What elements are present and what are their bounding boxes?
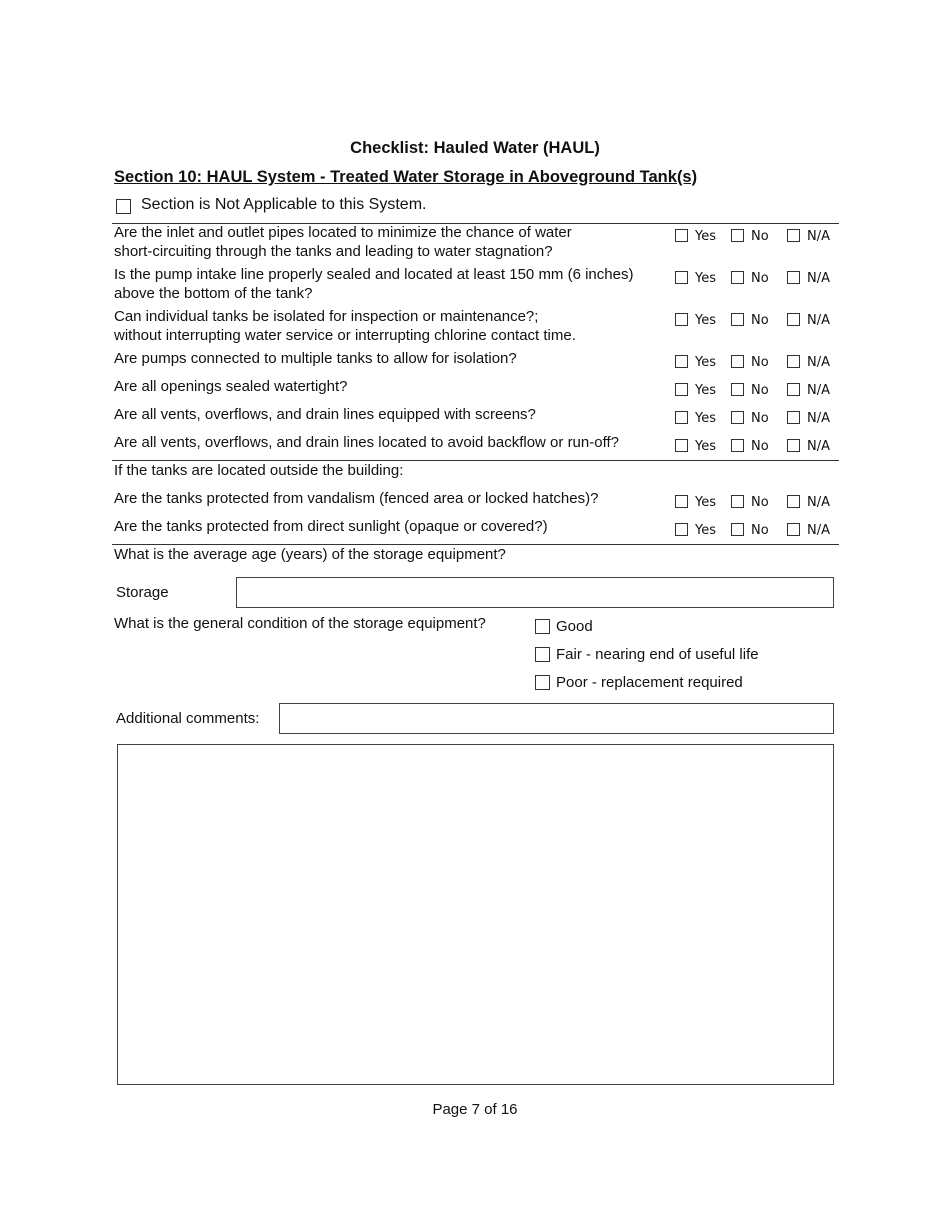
question-text: short-circuiting through the tanks and leading to water stagnation? bbox=[114, 243, 553, 260]
yes-label: Yes bbox=[695, 411, 716, 426]
storage-age-field[interactable] bbox=[236, 577, 834, 608]
yes-label: Yes bbox=[695, 271, 716, 286]
no-label: No bbox=[751, 313, 769, 328]
question-text: Are all vents, overflows, and drain lines equipped with screens? bbox=[114, 406, 536, 423]
no-option[interactable] bbox=[731, 523, 769, 538]
yes-label: Yes bbox=[695, 495, 716, 510]
no-option[interactable] bbox=[731, 229, 769, 244]
outside-question-2 bbox=[114, 517, 669, 536]
yes-option[interactable] bbox=[675, 439, 716, 454]
no-checkbox[interactable] bbox=[731, 229, 744, 242]
na-option[interactable] bbox=[787, 495, 830, 510]
no-checkbox[interactable] bbox=[731, 411, 744, 424]
na-checkbox[interactable] bbox=[787, 495, 800, 508]
yes-label: Yes bbox=[695, 229, 716, 244]
yes-checkbox[interactable] bbox=[675, 229, 688, 242]
no-checkbox[interactable] bbox=[731, 355, 744, 368]
question-2 bbox=[114, 265, 669, 303]
no-label: No bbox=[751, 383, 769, 398]
section-title: Section 10: HAUL System - Treated Water Storage in Aboveground Tank(s) bbox=[114, 168, 698, 186]
no-label: No bbox=[751, 229, 769, 244]
no-option[interactable] bbox=[731, 271, 769, 286]
no-option[interactable] bbox=[731, 411, 769, 426]
yes-option[interactable] bbox=[675, 495, 716, 510]
yes-label: Yes bbox=[695, 313, 716, 328]
na-checkbox[interactable] bbox=[787, 229, 800, 242]
na-option[interactable] bbox=[787, 271, 830, 286]
yes-checkbox[interactable] bbox=[675, 439, 688, 452]
no-checkbox[interactable] bbox=[731, 271, 744, 284]
no-option[interactable] bbox=[731, 355, 769, 370]
na-label: N/A bbox=[807, 271, 830, 286]
condition-poor-checkbox[interactable] bbox=[535, 675, 550, 690]
no-checkbox[interactable] bbox=[731, 383, 744, 396]
condition-option-fair[interactable] bbox=[535, 646, 759, 663]
question-text: without interrupting water service or interrupting chlorine contact time. bbox=[114, 327, 576, 344]
yes-option[interactable] bbox=[675, 313, 716, 328]
na-checkbox[interactable] bbox=[787, 439, 800, 452]
no-option[interactable] bbox=[731, 439, 769, 454]
yes-checkbox[interactable] bbox=[675, 355, 688, 368]
no-label: No bbox=[751, 495, 769, 510]
page-title: Checklist: Hauled Water (HAUL) bbox=[350, 139, 600, 157]
yes-checkbox[interactable] bbox=[675, 271, 688, 284]
no-checkbox[interactable] bbox=[731, 313, 744, 326]
condition-question: What is the general condition of the storage equipment? bbox=[114, 615, 486, 632]
yes-option[interactable] bbox=[675, 411, 716, 426]
yes-label: Yes bbox=[695, 383, 716, 398]
na-label: N/A bbox=[807, 439, 830, 454]
yes-checkbox[interactable] bbox=[675, 313, 688, 326]
yes-checkbox[interactable] bbox=[675, 383, 688, 396]
section-not-applicable-checkbox[interactable] bbox=[116, 199, 131, 214]
question-text: Are pumps connected to multiple tanks to allow for isolation? bbox=[114, 350, 517, 367]
outside-heading: If the tanks are located outside the building: bbox=[114, 462, 404, 479]
no-label: No bbox=[751, 355, 769, 370]
question-text: Are the inlet and outlet pipes located to minimize the chance of water bbox=[114, 224, 572, 241]
na-label: N/A bbox=[807, 411, 830, 426]
condition-poor-label: Poor - replacement required bbox=[556, 674, 743, 691]
yes-option[interactable] bbox=[675, 523, 716, 538]
yes-checkbox[interactable] bbox=[675, 411, 688, 424]
section-not-applicable-row bbox=[116, 196, 426, 214]
no-checkbox[interactable] bbox=[731, 495, 744, 508]
no-label: No bbox=[751, 523, 769, 538]
yes-checkbox[interactable] bbox=[675, 523, 688, 536]
yes-label: Yes bbox=[695, 355, 716, 370]
condition-good-label: Good bbox=[556, 618, 593, 635]
question-text: Are all openings sealed watertight? bbox=[114, 378, 348, 395]
condition-option-good[interactable] bbox=[535, 618, 593, 635]
question-text: Are the tanks protected from direct sunlight (opaque or covered?) bbox=[114, 518, 548, 535]
no-checkbox[interactable] bbox=[731, 439, 744, 452]
no-option[interactable] bbox=[731, 495, 769, 510]
na-label: N/A bbox=[807, 383, 830, 398]
yes-option[interactable] bbox=[675, 383, 716, 398]
outside-question-1 bbox=[114, 489, 669, 508]
no-label: No bbox=[751, 411, 769, 426]
no-checkbox[interactable] bbox=[731, 523, 744, 536]
condition-fair-label: Fair - nearing end of useful life bbox=[556, 646, 759, 663]
na-checkbox[interactable] bbox=[787, 313, 800, 326]
yes-checkbox[interactable] bbox=[675, 495, 688, 508]
question-4 bbox=[114, 349, 669, 368]
storage-label: Storage bbox=[116, 584, 169, 601]
question-1 bbox=[114, 223, 669, 261]
na-label: N/A bbox=[807, 495, 830, 510]
question-3 bbox=[114, 307, 669, 345]
yes-option[interactable] bbox=[675, 229, 716, 244]
na-option[interactable] bbox=[787, 229, 830, 244]
na-checkbox[interactable] bbox=[787, 355, 800, 368]
na-label: N/A bbox=[807, 355, 830, 370]
page-number: Page 7 of 16 bbox=[432, 1101, 518, 1118]
condition-good-checkbox[interactable] bbox=[535, 619, 550, 634]
na-checkbox[interactable] bbox=[787, 271, 800, 284]
question-text: Are the tanks protected from vandalism (fenced area or locked hatches)? bbox=[114, 490, 599, 507]
question-5 bbox=[114, 377, 669, 396]
no-label: No bbox=[751, 271, 769, 286]
question-text: above the bottom of the tank? bbox=[114, 285, 313, 302]
question-7 bbox=[114, 433, 669, 452]
yes-option[interactable] bbox=[675, 355, 716, 370]
na-option[interactable] bbox=[787, 411, 830, 426]
question-text: Can individual tanks be isolated for inspection or maintenance?; bbox=[114, 308, 539, 325]
question-text: Is the pump intake line properly sealed and located at least 150 mm (6 inches) bbox=[114, 266, 634, 283]
na-checkbox[interactable] bbox=[787, 523, 800, 536]
no-option[interactable] bbox=[731, 383, 769, 398]
section-not-applicable-label: Section is Not Applicable to this System. bbox=[141, 196, 427, 213]
no-label: No bbox=[751, 439, 769, 454]
na-checkbox[interactable] bbox=[787, 411, 800, 424]
na-option[interactable] bbox=[787, 313, 830, 328]
na-option[interactable] bbox=[787, 523, 830, 538]
question-6 bbox=[114, 405, 669, 424]
yes-label: Yes bbox=[695, 439, 716, 454]
question-text: Are all vents, overflows, and drain lines located to avoid backflow or run-off? bbox=[114, 434, 619, 451]
na-option[interactable] bbox=[787, 383, 830, 398]
comments-text-area[interactable] bbox=[117, 744, 834, 1085]
age-question: What is the average age (years) of the storage equipment? bbox=[114, 546, 506, 563]
yes-option[interactable] bbox=[675, 271, 716, 286]
na-label: N/A bbox=[807, 229, 830, 244]
na-checkbox[interactable] bbox=[787, 383, 800, 396]
na-option[interactable] bbox=[787, 355, 830, 370]
yes-label: Yes bbox=[695, 523, 716, 538]
comments-field[interactable] bbox=[279, 703, 834, 734]
condition-fair-checkbox[interactable] bbox=[535, 647, 550, 662]
na-label: N/A bbox=[807, 313, 830, 328]
condition-option-poor[interactable] bbox=[535, 674, 743, 691]
na-option[interactable] bbox=[787, 439, 830, 454]
comments-label: Additional comments: bbox=[116, 710, 260, 727]
no-option[interactable] bbox=[731, 313, 769, 328]
na-label: N/A bbox=[807, 523, 830, 538]
